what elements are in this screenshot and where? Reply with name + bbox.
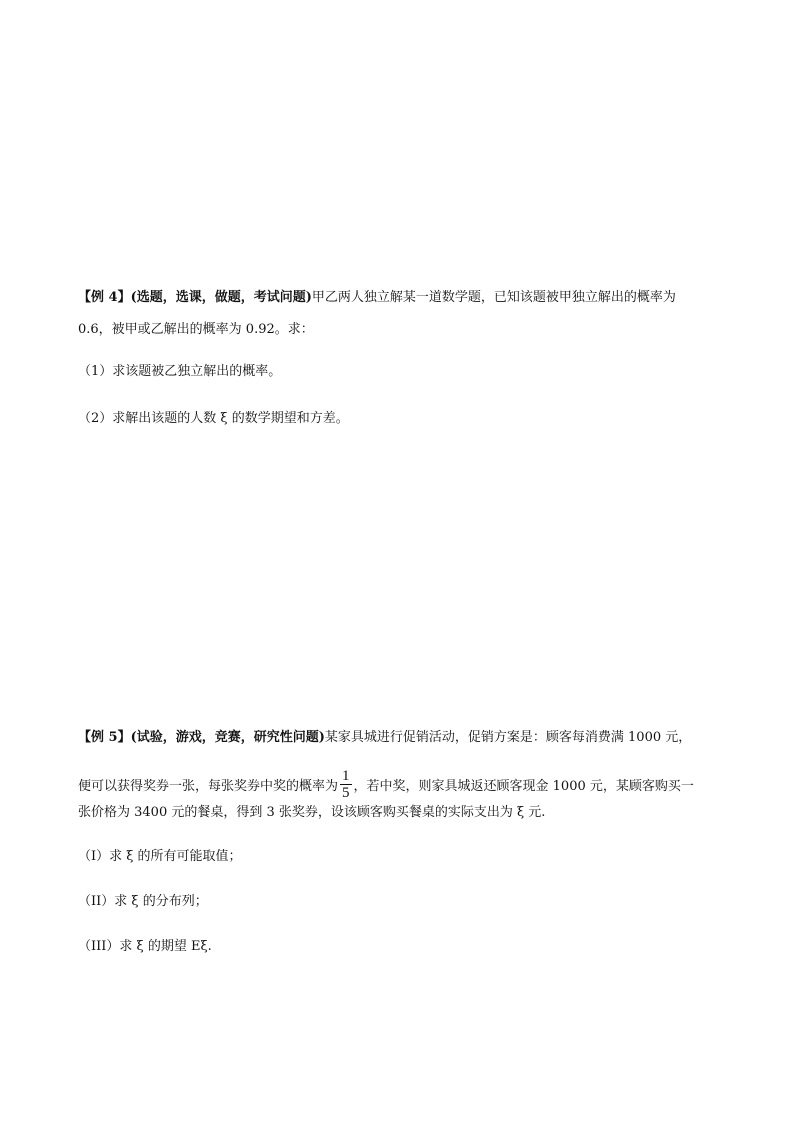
fraction-numerator: 1 <box>342 768 350 784</box>
example4-line1-text: 甲乙两人独立解某一道数学题，已知该题被甲独立解出的概率为 <box>311 290 676 305</box>
probability-fraction <box>340 768 352 801</box>
example4-line2: 0.6，被甲或乙解出的概率为 0.92。求： <box>78 322 314 337</box>
example4-tags: (选题，选课，做题，考试问题) <box>130 290 312 305</box>
example5-question2: （II）求 ξ 的分布列； <box>78 894 208 909</box>
example5-line2-after: ，若中奖，则家具城返还顾客现金 1000 元，某顾客购买一 <box>353 779 694 794</box>
example5-line1 <box>78 730 691 746</box>
example5-line3: 张价格为 3400 元的餐桌，得到 3 张奖券，设该顾客购买餐桌的实际支出为 ξ 元. <box>78 805 546 820</box>
example5-line2-before: 便可以获得奖券一张，每张奖券中奖的概率为 <box>78 779 339 794</box>
example5-line1-text: 某家具城进行促销活动，促销方案是：顾客每消费满 1000 元， <box>324 730 692 745</box>
example4-line1 <box>78 290 676 306</box>
example5-question3: （III）求 ξ 的期望 Eξ. <box>78 939 212 954</box>
example5-label: 【例 5】 <box>78 730 131 745</box>
example4-label: 【例 4】 <box>78 290 131 305</box>
example4-question2: （2）求解出该题的人数 ξ 的数学期望和方差。 <box>78 411 349 426</box>
fraction-denominator: 5 <box>342 785 350 801</box>
example5-question1: （I）求 ξ 的所有可能取值； <box>78 849 242 864</box>
example5-tags: (试验，游戏，竞赛，研究性问题) <box>130 730 325 745</box>
example4-question1: （1）求该题被乙独立解出的概率。 <box>78 364 282 379</box>
example5-line2 <box>78 770 694 803</box>
